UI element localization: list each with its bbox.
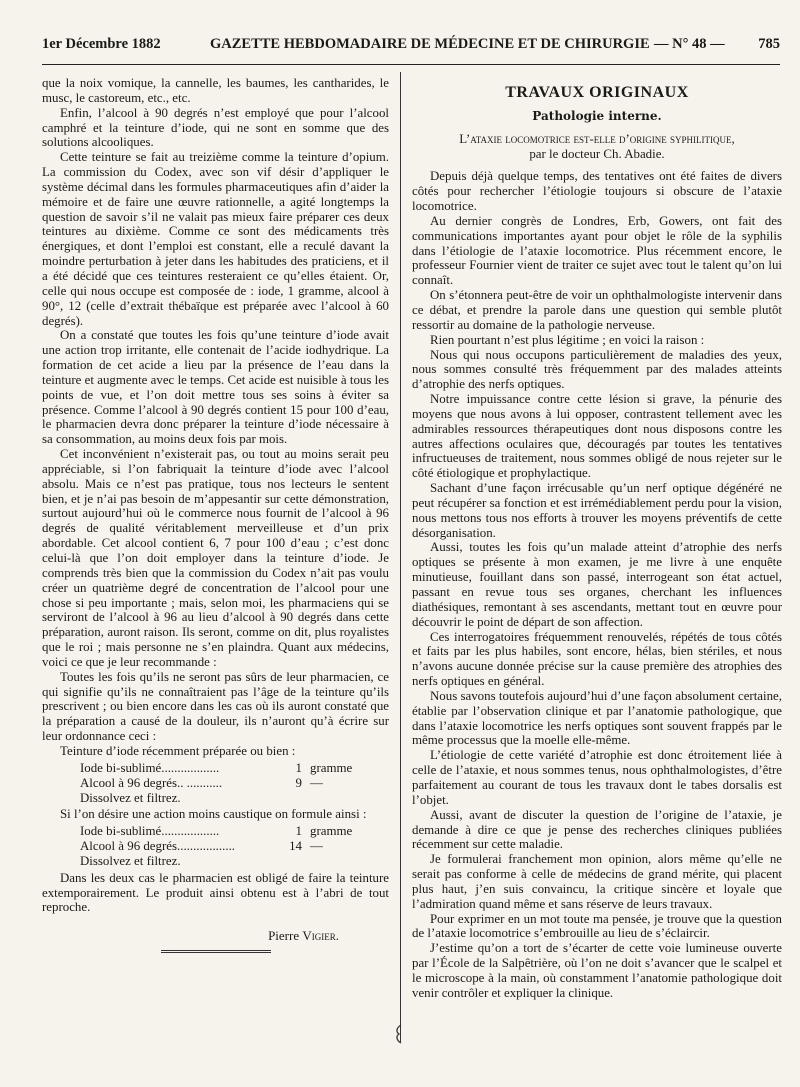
- prescription-1: [42, 761, 389, 806]
- left-paragraph: Si l’on désire une action moins caustique on formule ainsi :: [60, 807, 367, 822]
- header-issue-number: — N° 48 —: [654, 36, 725, 52]
- right-paragraph: Sachant d’une façon irrécusable qu’un nerf optique dégénéré ne peut récupérer sa fonction et est irrémédiablement perdu pour la vision, nous mettons tous nos efforts à trouver les moyens préventifs de cette désorganisation.: [412, 481, 782, 540]
- right-paragraph: Ces interrogatoires fréquemment renouvelés, répétés de tous côtés et faits par les plus habiles, sont encore, hélas, bien stériles, et nous n’avons aucune donnée précise sur la cause première des atrophies des nerfs optiques en général.: [412, 629, 782, 689]
- ingredient-name: Iode bi-sublimé..................: [80, 824, 220, 839]
- article-title: L’ataxie locomotrice est-elle d’origine syphilitique,: [459, 131, 735, 146]
- right-paragraph: J’estime qu’on a tort de s’écarter de cette voie lumineuse ouverte par l’École de la Salpêtrière, où l’on ne doit s’avancer que le scalpel et le microscope à la main, où constamment l’anatomie pathologique doit venir contrôler et expliquer la clinique.: [412, 941, 782, 1000]
- section-title: TRAVAUX ORIGINAUX: [505, 84, 689, 101]
- author-signature: [42, 929, 389, 944]
- right-paragraph: Nous savons toutefois aujourd’hui d’une façon absolument certaine, établie par l’observation clinique et par l’anatomie pathologique, que dans l’ataxie locomotrice les nerfs optiques sont souvent frappés par le même processus que la moelle elle-même.: [412, 688, 782, 748]
- ingredient-quantity: 9: [295, 775, 302, 790]
- right-paragraph: Notre impuissance contre cette lésion si grave, la pénurie des moyens que nous avons à lui opposer, contrastent tellement avec les admirables ressources thérapeutiques dont nous disposons contre les autres affections oculaires que, découragés par toutes les tentatives infructueuses de traitement, nous sommes obligé de nous rejeter sur le côté étiologique et prophylactique.: [412, 392, 782, 481]
- right-paragraph: Pour exprimer en un mot toute ma pensée, je trouve que la question de l’ataxie locomotrice s’embrouille au lieu de s’éclaircir.: [412, 911, 782, 941]
- header-page-number: 785: [758, 36, 780, 52]
- ingredient-unit: gramme: [310, 760, 353, 775]
- prescription-line: [42, 824, 389, 839]
- header-date: 1er Décembre 1882: [42, 36, 161, 52]
- ingredient-quantity: 1: [295, 824, 302, 839]
- right-paragraph: Rien pourtant n’est plus légitime ; en voici la raison :: [430, 332, 705, 347]
- bracket-ornament-icon: [392, 1024, 406, 1044]
- ingredient-quantity: 14: [289, 839, 302, 854]
- ingredient-name: Iode bi-sublimé..................: [80, 760, 220, 775]
- header-rule: [42, 64, 780, 65]
- signature-first-name: Pierre: [268, 928, 300, 944]
- right-paragraph: Aussi, avant de discuter la question de l’origine de l’ataxie, je demande à dire ce que je pense des recherches cliniques publiées récemment sur cette maladie.: [412, 807, 782, 852]
- right-paragraph: Je formulerai franchement mon opinion, alors même qu’elle ne serait pas conforme à celle de médecins de grand mérite, qui placent plus haut, j’en suis convaincu, la critique sincère et loyale que l’admiration quand même et sans réserve de leurs travaux.: [412, 852, 782, 911]
- left-paragraph: Toutes les fois qu’ils ne seront pas sûrs de leur pharmacien, ce qui signifie qu’ils ne connaîtraient pas l’âge de la teinture qu’ils prescrivent ; ou bien encore dans les cas où ils auront constaté que la préparation a causé de la douleur, ils n’auront qu’à écrire sur leur ordonnance ceci :: [42, 669, 389, 744]
- right-paragraph: Nous qui nous occupons particulièrement de maladies des yeux, nous sommes consulté très fréquemment par des malades atteints d’atrophie des nerfs optiques.: [412, 347, 782, 392]
- prescription-line: [42, 776, 389, 791]
- right-paragraph: Depuis déjà quelque temps, des tentatives ont été faites de divers côtés pour rechercher l’étiologie toujours si obscure de l’ataxie locomotrice.: [412, 169, 782, 214]
- right-paragraph: Aussi, toutes les fois qu’un malade atteint d’atrophie des nerfs optiques se présente à mon examen, je me livre à une enquête minutieuse, fouillant dans son passé, interrogeant son état actuel, passant en revue tous ses organes, cherchant les influences diathésiques, remontant à ses ascendants, mettant tout en œuvre pour découvrir le point de départ de son affection.: [412, 540, 782, 629]
- prescription-line: [42, 761, 389, 776]
- ingredient-unit: —: [310, 839, 323, 854]
- section-subtitle: Pathologie interne.: [532, 108, 662, 123]
- left-paragraph: Dans les deux cas le pharmacien est obligé de faire la teinture extemporairement. Le produit ainsi obtenu est à l’abri de tout reproche.: [42, 870, 389, 915]
- left-paragraph: Cet inconvénient n’existerait pas, ou tout au moins serait peu appréciable, si l’on fabriquait la teinture d’iode avec l’alcool absolu. Mais ce n’est pas pratique, tous nos lecteurs le sentent bien, et je n’ai pas besoin de m’appesantir sur cette démonstration, surtout aujourd’hui où le commerce nous fournit de l’alcool à 96 degrés de qualité véritablement merveilleuse et d’un prix abordable. Cet alcool contient 6, 7 pour 100 d’eau ; c’est donc celui-là que l’on doit employer dans la teinture d’iode. Je comprends très bien que la commission du Codex n’ait pas voulu créer un quatrième degré de concentration de l’alcool pour une chose si peu importante ; mais, selon moi, les pharmaciens qui se serviront de l’alcool à 96 au lieu d’alcool à 90 degrés dans cette préparation, auront raison. Ils seront, comme on dit, plus royalistes que le roi ; mais personne ne s’en plaindra. Quant aux médecins, voici ce que je leur recommande :: [42, 447, 389, 669]
- right-paragraph: L’étiologie de cette variété d’atrophie est donc étroitement liée à celle de l’ataxie, et nous sommes tenus, nous ophthalmologistes, d’être parfaitement au courant de tous les travaux dont le tabes dorsalis est l’objet.: [412, 748, 782, 807]
- article-end-rule: [161, 950, 271, 953]
- prescription-line: [42, 839, 389, 854]
- article-author: par le docteur Ch. Abadie.: [529, 146, 665, 161]
- left-paragraph: que la noix vomique, la cannelle, les baumes, les cantharides, le musc, le castoreum, etc., etc.: [42, 76, 389, 105]
- left-paragraph: Enfin, l’alcool à 90 degrés n’est employé que pour l’alcool camphré et la teinture d’iode, qui ne sont en somme que des solutions alcooliques.: [42, 105, 389, 150]
- ingredient-quantity: 1: [295, 760, 302, 775]
- ingredient-name: Alcool à 96 degrés..................: [80, 839, 236, 854]
- right-paragraph: On s’étonnera peut-être de voir un ophthalmologiste intervenir dans ce débat, et prendre la parole dans une question qui semble plutôt ressortir au domaine de la pathologie nerveuse.: [412, 288, 782, 332]
- column-divider: [400, 72, 401, 1042]
- right-column: [412, 76, 782, 1001]
- ingredient-unit: gramme: [310, 824, 353, 839]
- left-paragraph: Cette teinture se fait au treizième comme la teinture d’opium. La commission du Codex, avec son vif désir d’appliquer le système décimal dans les formules pharmaceutiques afin d’aider la mémoire et de faire une œuvre rationnelle, a agité longtemps la question de savoir s’il ne valait pas mieux faire préparer ces deux teintures au dixième. Comme ce sont des médicaments très énergiques, et dont l’emploi est constant, elle a reculé davant la moindre perturbation à jeter dans les habitudes des praticiens, et il a été décidé que ces teintures resteraient ce qu’elles étaient. Or, celle qui nous occupe est composée de : iode, 1 gramme, alcool à 90°, 12 (celle d’extrait thébaïque est préparée avec l’alcool à 60 degrés).: [42, 150, 389, 328]
- ingredient-unit: —: [310, 775, 323, 790]
- right-paragraph: Au dernier congrès de Londres, Erb, Gowers, ont fait des communications importantes ayant pour objet le rôle de la syphilis dans l’étiologie de l’ataxie locomotrice. Plus récemment encore, le professeur Fournier vient de traiter ce sujet avec tout le talent qu’on lui connaît.: [412, 213, 782, 288]
- running-header: [42, 36, 780, 60]
- left-paragraph: Teinture d’iode récemment préparée ou bien :: [60, 743, 296, 758]
- prescription-instruction: Dissolvez et filtrez.: [80, 853, 181, 868]
- prescription-2: [42, 824, 389, 869]
- signature-surname: Vigier.: [302, 928, 339, 944]
- header-journal-title: GAZETTE HEBDOMADAIRE DE MÉDECINE ET DE CHIRURGIE: [210, 36, 650, 52]
- prescription-instruction: Dissolvez et filtrez.: [80, 790, 181, 805]
- left-paragraph: On a constaté que toutes les fois qu’une teinture d’iode avait une action trop irritante, elle contenait de l’acide iodhydrique. La formation de cet acide a lieu par la présence de l’eau dans la teinture et augmente avec le temps. Cet acide est nuisible à tous les points de vue, et l’on doit mettre tous ses soins à éviter sa présence. Comme l’alcool à 90 degrés contient 15 pour 100 d’eau, le pharmacien devra donc préparer la teinture d’iode nécessaire à sa consommation, au moins deux fois par mois.: [42, 328, 389, 447]
- left-column: [42, 76, 389, 953]
- ingredient-name: Alcool à 96 degrés.. ...........: [80, 775, 223, 790]
